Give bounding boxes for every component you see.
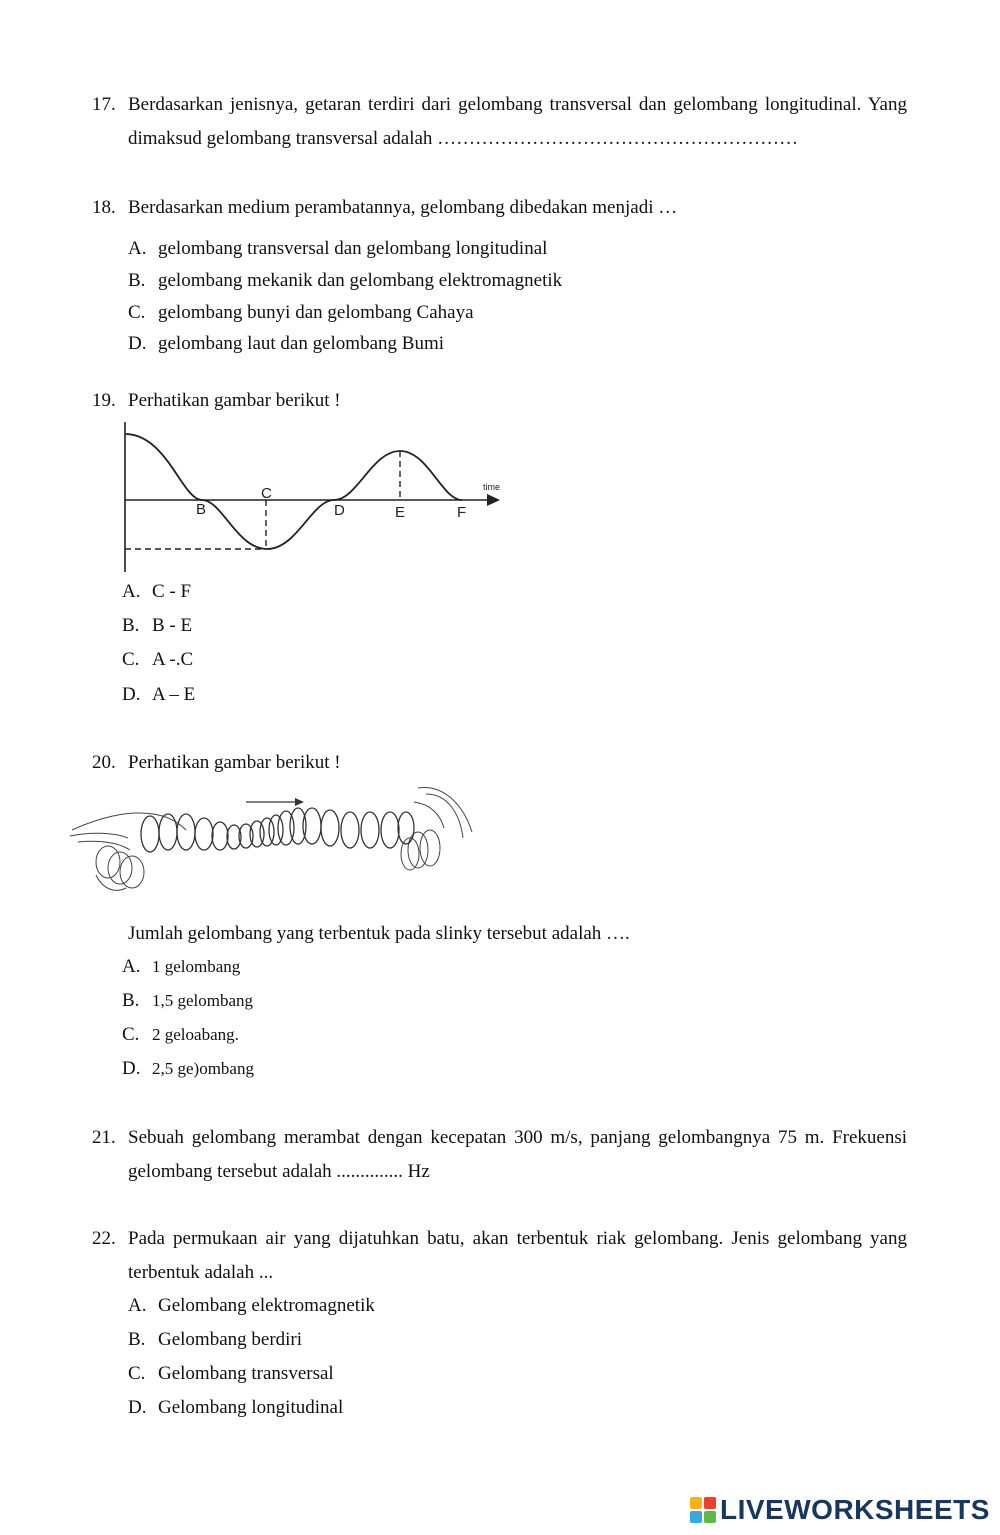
option-19-b[interactable]: B. B - E: [122, 615, 193, 636]
arrow-icon: [487, 494, 500, 506]
wave-figure: [112, 418, 507, 578]
label-b: B: [196, 501, 207, 518]
question-text: Perhatikan gambar berikut !: [128, 752, 341, 773]
question-20: [92, 746, 907, 780]
option-18-c[interactable]: C. gelombang bunyi dan gelombang Cahaya: [128, 302, 474, 323]
question-number: 17.: [92, 94, 116, 115]
direction-arrow-icon: [295, 798, 304, 806]
option-20-d[interactable]: D. 2,5 ge)ombang: [122, 1058, 254, 1079]
option-22-d[interactable]: D. Gelombang longitudinal: [128, 1397, 344, 1418]
question-number: 20.: [92, 752, 116, 773]
label-d: D: [334, 502, 345, 519]
option-18-b[interactable]: B. gelombang mekanik dan gelombang elektromagnetik: [128, 270, 563, 291]
question-number: 19.: [92, 390, 116, 411]
label-e: E: [395, 504, 406, 521]
option-19-a[interactable]: A. C - F: [122, 581, 192, 602]
axis-label: time: [483, 482, 501, 492]
question-number: 22.: [92, 1228, 116, 1249]
option-20-c[interactable]: C. 2 geloabang.: [122, 1024, 239, 1045]
question-text: Sebuah gelombang merambat dengan kecepatan 300 m/s, panjang gelombangnya 75 m. Frekuensi gelombang tersebut adalah .............. Hz: [128, 1127, 907, 1182]
label-f: F: [457, 504, 467, 521]
question-number: 18.: [92, 197, 116, 218]
watermark-text: LIVEWORKSHEETS: [720, 1494, 990, 1525]
question-20-prompt: Jumlah gelombang yang terbentuk pada slinky tersebut adalah ….: [128, 923, 630, 944]
option-22-b[interactable]: B. Gelombang berdiri: [128, 1329, 303, 1350]
question-text: Berdasarkan jenisnya, getaran terdiri dari gelombang transversal dan gelombang longitudinal. Yang dimaksud gelombang transversal adalah …………………………………………………: [128, 94, 907, 149]
option-22-c[interactable]: C. Gelombang transversal: [128, 1363, 334, 1384]
option-22-a[interactable]: A. Gelombang elektromagnetik: [128, 1295, 375, 1316]
question-text: Pada permukaan air yang dijatuhkan batu, akan terbentuk riak gelombang. Jenis gelombang yang terbentuk adalah ...: [128, 1228, 907, 1283]
option-19-d[interactable]: D. A – E: [122, 684, 196, 705]
option-18-a[interactable]: A. gelombang transversal dan gelombang longitudinal: [128, 238, 548, 259]
label-c: C: [261, 485, 272, 502]
question-text: Berdasarkan medium perambatannya, gelombang dibedakan menjadi …: [128, 197, 678, 218]
option-20-a[interactable]: A. 1 gelombang: [122, 956, 241, 977]
option-19-c[interactable]: C. A -.C: [122, 649, 194, 670]
question-18: [92, 191, 907, 225]
question-text: Perhatikan gambar berikut !: [128, 390, 341, 411]
question-17: [92, 88, 907, 156]
question-22: [92, 1222, 907, 1290]
liveworksheets-logo-icon: [690, 1497, 716, 1523]
option-18-d[interactable]: D. gelombang laut dan gelombang Bumi: [128, 333, 445, 354]
question-number: 21.: [92, 1127, 116, 1148]
question-21: [92, 1121, 907, 1189]
question-19: [92, 384, 907, 418]
option-20-b[interactable]: B. 1,5 gelombang: [122, 990, 254, 1011]
liveworksheets-watermark[interactable]: [690, 1493, 990, 1527]
slinky-coils: [141, 808, 414, 852]
slinky-figure: [68, 780, 478, 902]
right-hand: [414, 787, 472, 838]
wave-curve: [125, 434, 462, 549]
left-hand: [70, 813, 186, 850]
